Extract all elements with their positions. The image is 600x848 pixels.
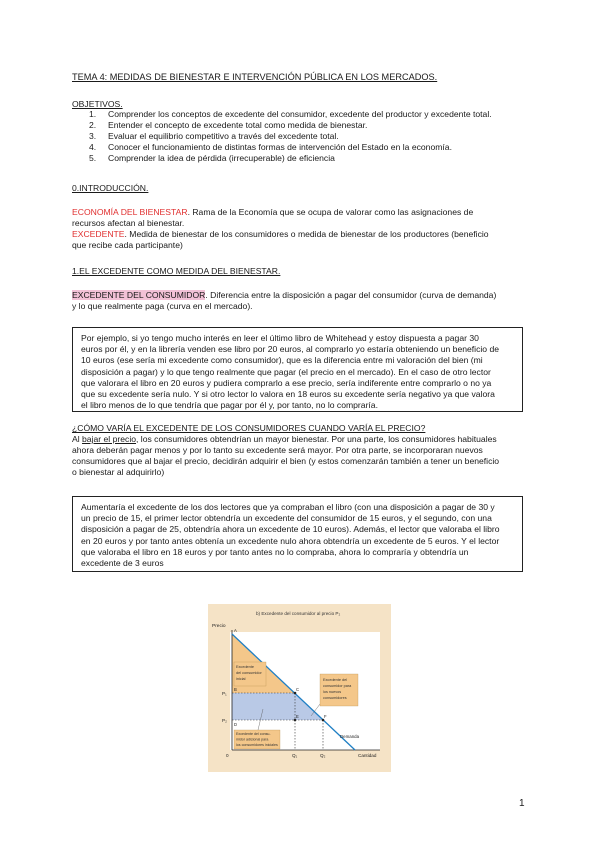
example-box-1: Por ejemplo, si yo tengo mucho interés en leer el último libro de Whitehead y estoy dispuesta a pagar 30 euros por él, y en la librería venden ese libro por 20 euros, al comprarlo yo estaría obteniendo un beneficio de 10 euros (ese sería mi excedente como consumidor), que es la diferencia entre mi valoración del bien (mi disposición a pagar) y lo que tengo realmente que pagar (el precio en el mercado). En el caso de otro lector que valorara el libro en 20 euros y pudiera comprarlo a ese precio, sería indiferente entre comprarlo o no ya que su excedente sería nulo. Y si otro lector lo valora en 18 euros su excedente sería negativo ya que valora el libro menos de lo que tendría que pagar por él y, por tanto, no lo compraría. <box>72 327 523 412</box>
y-axis-label: Precio <box>212 624 226 629</box>
intro-paragraph: ECONOMÍA DEL BIENESTAR. Rama de la Economía que se ocupa de valorar como las asignaciones de recursos afectan al bienestar. EXCEDENTE. Medida de bienestar de los consumidores o medida de bienestar de los productores (beneficio que recibe cada participante) <box>72 207 489 250</box>
list-item: 2. Entender el concepto de excedente total como medida de bienestar. <box>89 120 368 130</box>
term-excedente-consumidor: EXCEDENTE DEL CONSUMIDOR <box>72 290 206 300</box>
intro-heading: 0.INTRODUCCIÓN. <box>72 183 149 193</box>
section1-paragraph: EXCEDENTE DEL CONSUMIDOR. Diferencia entre la disposición a pagar del consumidor (curva de demanda) y lo que realmente paga (curva en el mercado). <box>72 290 497 311</box>
objectives-heading: OBJETIVOS. <box>72 99 123 109</box>
list-item: 4. Conocer el funcionamiento de distintas formas de intervención del Estado en la economía. <box>89 142 452 152</box>
additional-surplus-label-2: midor adicional para <box>236 737 269 742</box>
new-consumers-label-4: consumidores <box>323 696 347 700</box>
point-a-label: A <box>234 628 237 633</box>
new-consumers-label-3: los nuevos <box>323 690 342 694</box>
figure-caption: b) Excedente del consumidor al precio P₂ <box>256 611 341 616</box>
x-axis-label: Cantidad <box>358 753 377 758</box>
question-heading: ¿CÓMO VARÍA EL EXCEDENTE DE LOS CONSUMIDORES CUANDO VARÍA EL PRECIO? <box>72 423 426 433</box>
list-item: 1. Comprender los conceptos de excedente del consumidor, excedente del productor y excedente total. <box>89 109 492 119</box>
initial-surplus-label-1: Excedente <box>236 665 254 669</box>
point-b-label: B <box>234 687 237 692</box>
point-e-label: E <box>296 714 299 719</box>
point-e-marker <box>294 719 297 722</box>
point-d-label: D <box>234 722 238 727</box>
origin-label: 0 <box>226 753 229 758</box>
q2-label: Q₂ <box>320 753 326 758</box>
additional-surplus-area <box>232 693 295 720</box>
consumer-surplus-figure <box>208 604 391 772</box>
list-item: 3. Evaluar el equilibrio competitivo a través del excedente total. <box>89 131 339 141</box>
page-number: 1 <box>519 798 525 809</box>
q1-label: Q₁ <box>292 753 298 758</box>
section1-heading: 1.EL EXCEDENTE COMO MEDIDA DEL BIENESTAR. <box>72 266 281 276</box>
term-excedente: EXCEDENTE <box>72 229 125 239</box>
p2-label: P₂ <box>222 718 227 723</box>
new-consumers-label-1: Excedente del <box>323 678 348 682</box>
question-paragraph: ¿CÓMO VARÍA EL EXCEDENTE DE LOS CONSUMIDORES CUANDO VARÍA EL PRECIO? Al bajar el precio, los consumidores obtendrían un mayor bienestar. Por una parte, los consumidores habituales ahora deberán pagar menos y por lo tanto su excedente será mayor. Por otra parte, se incorporaran nuevos consumidores que al bajar el precio, decidirán adquirir el bien (y estos comenzarán también a tener un beneficio o bienestar al adquirirlo) <box>72 423 532 478</box>
additional-surplus-label-3: los consumidores iniciales <box>236 743 278 747</box>
point-c-marker <box>294 692 297 695</box>
demand-label: Demanda <box>340 734 360 739</box>
list-item: 5. Comprender la idea de pérdida (irrecuperable) de eficiencia <box>89 153 335 163</box>
example-box-2: Aumentaría el excedente de los dos lectores que ya compraban el libro (con una disposición a pagar de 30 y un precio de 15, el primer lector obtendría un excedente del consumidor de 15 euros, y el segundo, con una disposición a pagar de 25, obtendría ahora un excedente de 10 euros). Además, el lector que valoraba el libro en 20 euros y por tanto antes obtenía un excedente nulo ahora obtendría un excedente de 5 euros. Y el lector que valoraba el libro en 18 euros y por tanto antes no lo compraba, ahora lo compraría y obtendría un excedente de 3 euros <box>72 496 523 572</box>
point-c-label: C <box>296 687 300 692</box>
point-f-label: F <box>324 714 327 719</box>
p1-label: P₁ <box>222 691 227 696</box>
initial-surplus-label-2: del consumidor <box>236 671 262 675</box>
page-title: TEMA 4: MEDIDAS DE BIENESTAR E INTERVENCIÓN PÚBLICA EN LOS MERCADOS. <box>72 72 438 82</box>
new-consumers-label-2: consumidor para <box>323 684 352 688</box>
initial-surplus-label-3: inicial <box>236 677 246 681</box>
term-economia-bienestar: ECONOMÍA DEL BIENESTAR <box>72 207 188 217</box>
point-f-marker <box>322 719 325 722</box>
additional-surplus-label-1: Excedente del consu- <box>236 732 271 736</box>
objectives-list <box>72 109 542 164</box>
